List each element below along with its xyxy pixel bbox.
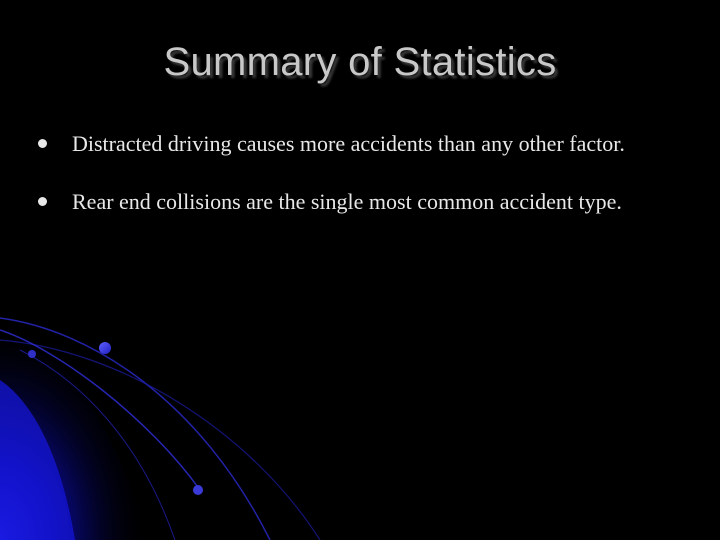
bullet-item [38, 188, 678, 216]
bullet-dot-icon [38, 197, 47, 206]
bullet-item [38, 130, 678, 158]
decor-dot-2 [28, 350, 36, 358]
slide-title: Summary of Statistics [163, 40, 557, 84]
bullet-text: Distracted driving causes more accidents than any other factor. [72, 131, 625, 156]
bullet-text: Rear end collisions are the single most common accident type. [72, 189, 622, 214]
decor-dot-1 [99, 342, 111, 354]
bullet-list [38, 130, 678, 246]
bullet-dot-icon [38, 139, 47, 148]
decor-dot-3 [193, 485, 203, 495]
